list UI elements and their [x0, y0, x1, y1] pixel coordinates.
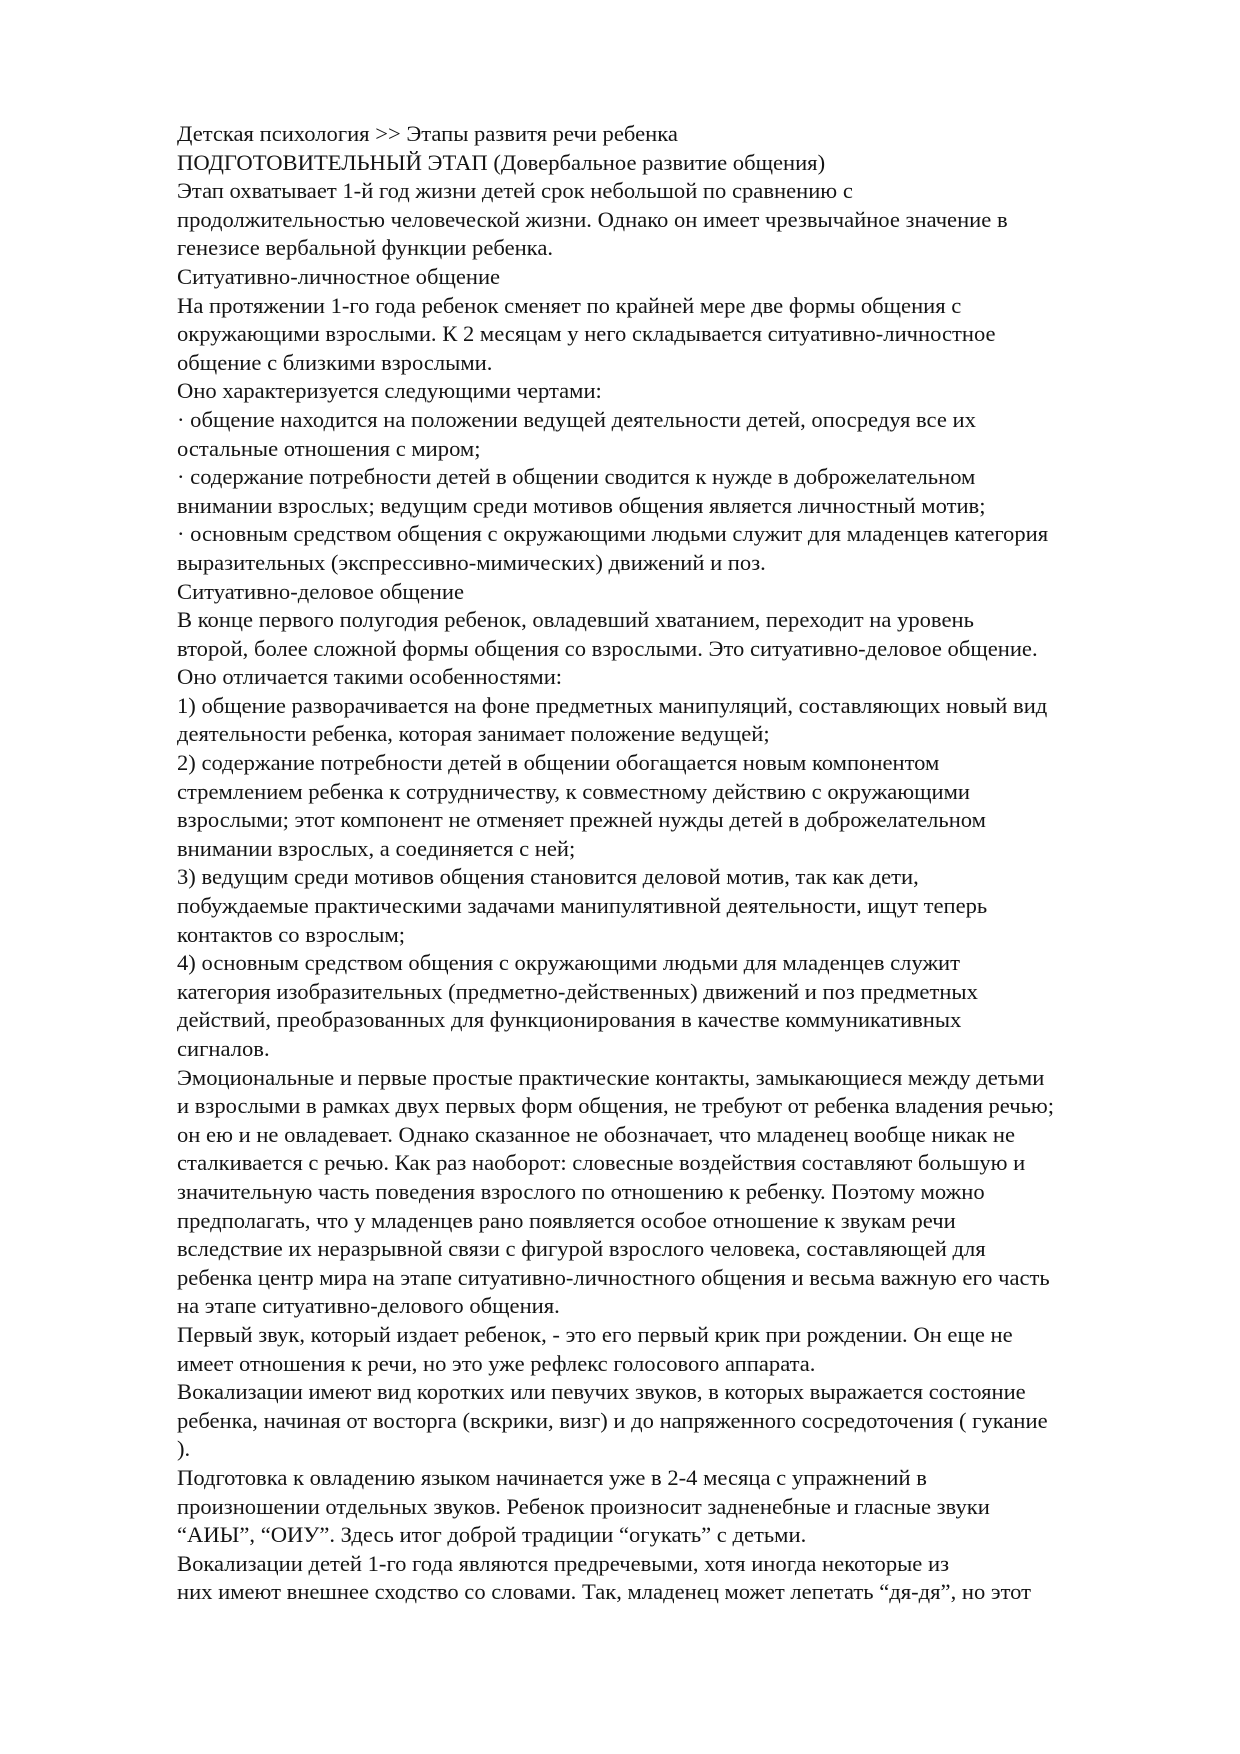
- text-line: Первый звук, который издает ребенок, - это его первый крик при рождении. Он еще не: [177, 1321, 1013, 1347]
- text-line: “АИЫ”, “ОИУ”. Здесь итог доброй традиции “огукать” с детьми.: [177, 1522, 807, 1548]
- text-line: выразительных (экспрессивно-мимических) движений и поз.: [177, 549, 766, 575]
- text-line: общение с близкими взрослыми.: [177, 349, 493, 375]
- document-body: [177, 120, 1137, 1607]
- text-line: стремлением ребенка к сотрудничеству, к совместному действию с окружающими: [177, 778, 971, 804]
- text-line: вследствие их неразрывной связи с фигурой взрослого человека, составляющей для: [177, 1236, 986, 1262]
- text-line: второй, более сложной формы общения со взрослыми. Это ситуативно-деловое общение.: [177, 635, 1038, 661]
- text-line: Эмоциональные и первые простые практические контакты, замыкающиеся между детьми: [177, 1064, 1045, 1090]
- text-line: окружающими взрослыми. К 2 месяцам у него складывается ситуативно-личностное: [177, 321, 996, 347]
- text-line: Вокализации детей 1-го года являются предречевыми, хотя иногда некоторые из: [177, 1550, 949, 1576]
- text-line: Вокализации имеют вид коротких или певучих звуков, в которых выражается состояние: [177, 1379, 1026, 1405]
- text-line: Оно отличается такими особенностями:: [177, 664, 563, 690]
- text-line: значительную часть поведения взрослого по отношению к ребенку. Поэтому можно: [177, 1178, 985, 1204]
- text-line: внимании взрослых, а соединяется с ней;: [177, 835, 576, 861]
- text-line: генезисе вербальной функции ребенка.: [177, 235, 553, 261]
- text-line: них имеют внешнее сходство со словами. Так, младенец может лепетать “дя-дя”, но этот: [177, 1579, 1032, 1605]
- text-line: произношении отдельных звуков. Ребенок произносит задненебные и гласные звуки: [177, 1493, 990, 1519]
- text-line: ПОДГОТОВИТЕЛЬНЫЙ ЭТАП (Довербальное развитие общения): [177, 149, 826, 175]
- text-line: ребенка центр мира на этапе ситуативно-личностного общения и весьма важную его часть: [177, 1264, 1050, 1290]
- text-line: Оно характеризуется следующими чертами:: [177, 378, 602, 404]
- text-line: сигналов.: [177, 1036, 270, 1061]
- text-line: 1) общение разворачивается на фоне предметных манипуляций, составляющих новый вид: [177, 692, 1048, 718]
- text-line: · основным средством общения с окружающими людьми служит для младенцев категория: [177, 521, 1049, 547]
- text-line: В конце первого полугодия ребенок, овладевший хватанием, переходит на уровень: [177, 607, 974, 633]
- text-line: сталкивается с речью. Как раз наоборот: словесные воздействия составляют большую и: [177, 1150, 1026, 1176]
- text-line: предполагать, что у младенцев рано появляется особое отношение к звукам речи: [177, 1207, 956, 1233]
- text-line: Ситуативно-деловое общение: [177, 578, 465, 604]
- text-line: контактов со взрослым;: [177, 921, 406, 947]
- text-line: ).: [177, 1436, 191, 1462]
- text-line: он ею и не овладевает. Однако сказанное не обозначает, что младенец вообще никак не: [177, 1121, 1015, 1147]
- text-line: ребенка, начиная от восторга (вскрики, визг) и до напряженного сосредоточения ( гукание: [177, 1407, 1048, 1433]
- text-line: Детская психология >> Этапы развитя речи ребенка: [177, 121, 678, 146]
- text-line: деятельности ребенка, которая занимает положение ведущей;: [177, 721, 770, 747]
- text-line: 2) содержание потребности детей в общении обогащается новым компонентом: [177, 750, 940, 776]
- text-line: и взрослыми в рамках двух первых форм общения, не требуют от ребенка владения речью;: [177, 1093, 1055, 1119]
- text-line: внимании взрослых; ведущим среди мотивов общения является личностный мотив;: [177, 492, 986, 518]
- text-line: 3) ведущим среди мотивов общения становится деловой мотив, так как дети,: [177, 864, 919, 890]
- text-line: имеет отношения к речи, но это уже рефлекс голосового аппарата.: [177, 1350, 816, 1376]
- text-line: На протяжении 1-го года ребенок сменяет по крайней мере две формы общения с: [177, 292, 962, 318]
- text-line: взрослыми; этот компонент не отменяет прежней нужды детей в доброжелательном: [177, 807, 986, 833]
- text-line: Подготовка к овладению языком начинается уже в 2-4 месяца с упражнений в: [177, 1464, 927, 1490]
- text-line: Этап охватывает 1-й год жизни детей срок небольшой по сравнению с: [177, 178, 853, 204]
- text-line: категория изобразительных (предметно-действенных) движений и поз предметных: [177, 978, 978, 1004]
- text-line: Ситуативно-личностное общение: [177, 263, 501, 289]
- text-line: · общение находится на положении ведущей деятельности детей, опосредуя все их: [177, 406, 976, 432]
- text-line: · содержание потребности детей в общении сводится к нужде в доброжелательном: [177, 464, 976, 490]
- text-line: на этапе ситуативно-делового общения.: [177, 1293, 560, 1319]
- text-line: остальные отношения с миром;: [177, 435, 481, 461]
- text-line: действий, преобразованных для функционирования в качестве коммуникативных: [177, 1007, 962, 1033]
- text-line: продолжительностью человеческой жизни. Однако он имеет чрезвычайное значение в: [177, 206, 1008, 232]
- text-line: 4) основным средством общения с окружающими людьми для младенцев служит: [177, 950, 961, 976]
- text-line: побуждаемые практическими задачами манипулятивной деятельности, ищут теперь: [177, 893, 988, 919]
